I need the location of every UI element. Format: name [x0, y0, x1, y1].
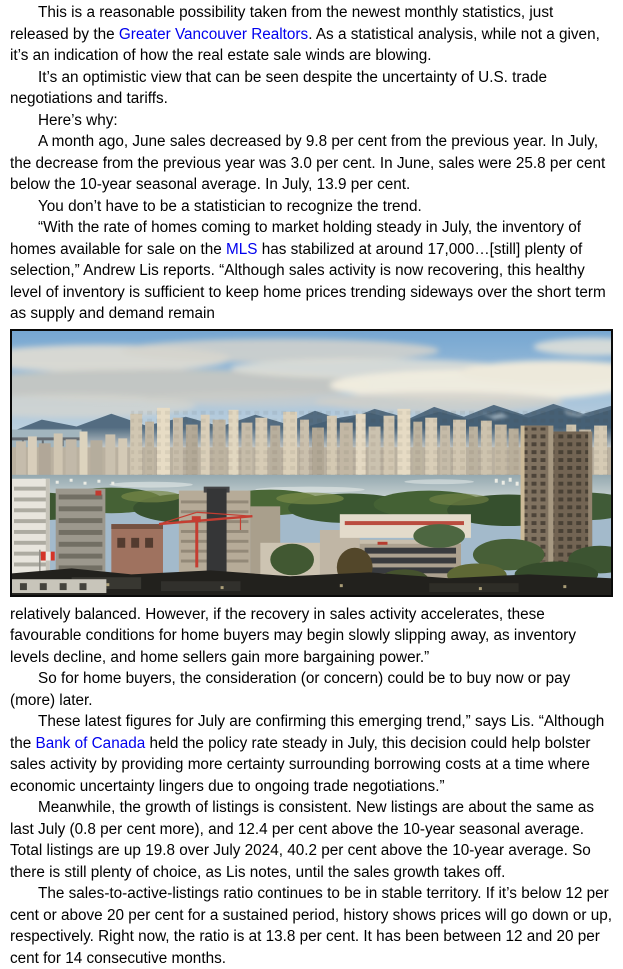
paragraph — [10, 110, 613, 132]
photo-tint — [12, 331, 611, 595]
article-bottom — [10, 604, 613, 969]
paragraph — [10, 797, 613, 883]
paragraph — [10, 604, 613, 669]
text-run: You don’t have to be a statistician to recognize the trend. — [38, 198, 422, 215]
article-top — [10, 2, 613, 325]
text-run: held the policy rate steady in July, this decision could help bolster sales activity by providing more certainty surrounding borrowing costs at a time where economic uncertainty lingers due to ongoing trade negotiations.” — [10, 735, 591, 795]
paragraph — [10, 2, 613, 67]
vancouver-skyline-photo — [10, 329, 609, 597]
link-mls[interactable]: MLS — [226, 241, 257, 258]
text-run: “With the rate of homes coming to market holding steady in July, the inventory of homes available for sale on the — [10, 219, 581, 258]
text-run: These latest figures for July are confirming this emerging trend,” says Lis. “Although the — [10, 713, 604, 752]
skyline-photo-graphic — [12, 331, 611, 595]
text-run: Here’s why: — [38, 112, 118, 129]
text-run: The sales-to-active-listings ratio continues to be in stable territory. If it’s below 12 per cent or above 20 per cent for a sustained period, history shows prices will go down or up, respectively. Right now, the ratio is at 13.8 per cent. It has been between 12 and 20 per cent for 14 consecutive months. — [10, 885, 612, 967]
text-run: relatively balanced. However, if the recovery in sales activity accelerates, these favourable conditions for home buyers may begin slowly slipping away, as inventory levels decline, and home sellers gain more bargaining power.” — [10, 606, 576, 666]
link-greater-vancouver-realtors[interactable]: Greater Vancouver Realtors — [119, 26, 308, 43]
text-run: has stabilized at around 17,000…[still] plenty of selection,” Andrew Lis reports. “Although sales activity is now recovering, this healthy level of inventory is sufficient to keep home prices trending sideways over the short term as supply and demand remain — [10, 241, 606, 323]
text-run: This is a reasonable possibility taken from the newest monthly statistics, just released by the — [10, 4, 553, 43]
link-bank-of-canada[interactable]: Bank of Canada — [36, 735, 146, 752]
paragraph — [10, 883, 613, 969]
text-run: A month ago, June sales decreased by 9.8 per cent from the previous year. In July, the decrease from the previous year was 3.0 per cent. In June, sales were 25.8 per cent below the 10-year seasonal average. In July, 13.9 per cent. — [10, 133, 605, 193]
paragraph — [10, 217, 613, 325]
text-run: So for home buyers, the consideration (or concern) could be to buy now or pay (more) later. — [10, 670, 570, 709]
text-run: Meanwhile, the growth of listings is consistent. New listings are about the same as last July (0.8 per cent more), and 12.4 per cent above the 10-year seasonal average. Total listings are up 19.8 over July 2024, 40.2 per cent above the 10-year average. So there is still plenty of choice, as Lis notes, until the sales growth takes off. — [10, 799, 594, 881]
photo-frame — [10, 329, 613, 597]
paragraph — [10, 668, 613, 711]
paragraph — [10, 67, 613, 110]
paragraph — [10, 131, 613, 196]
paragraph — [10, 711, 613, 797]
text-run: It’s an optimistic view that can be seen despite the uncertainty of U.S. trade negotiations and tariffs. — [10, 69, 547, 108]
text-run: . As a statistical analysis, while not a given, it’s an indication of how the real estate sale winds are blowing. — [10, 26, 600, 65]
paragraph — [10, 196, 613, 218]
